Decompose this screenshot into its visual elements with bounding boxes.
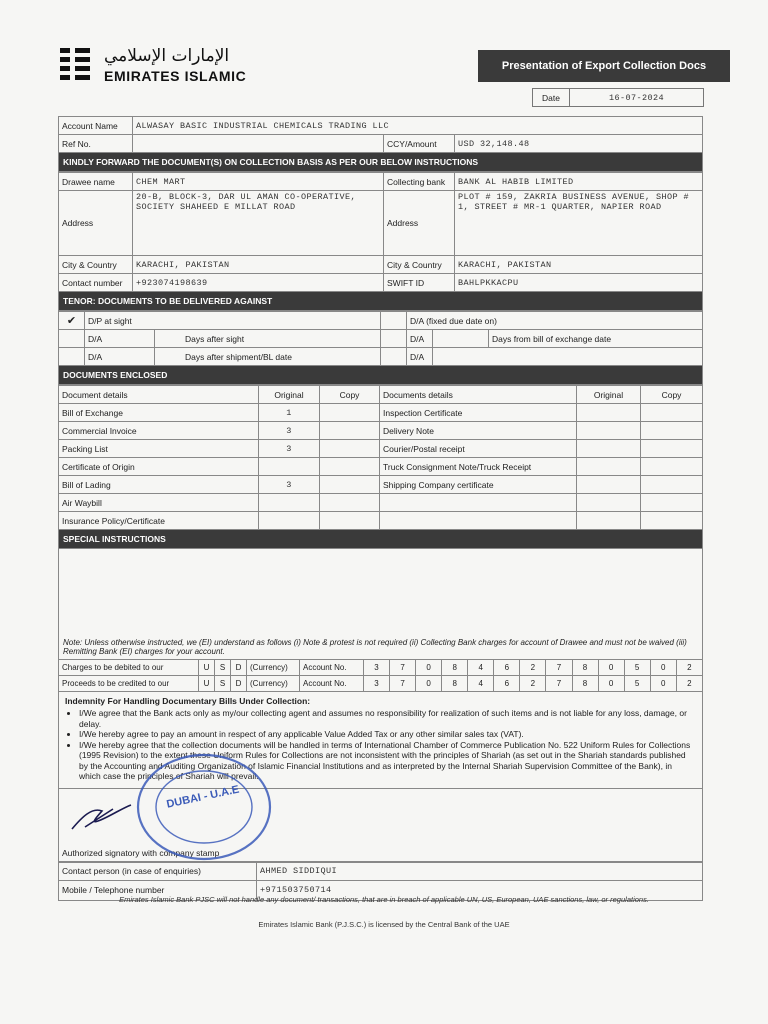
account-numbers-table — [58, 659, 703, 692]
contact-person-label: Contact person (in case of enquiries) — [59, 862, 257, 880]
sanctions-disclaimer: Emirates Islamic Bank PJSC will not handle any document/ transactions, that are in breach of applicable UN, US, European, UAE sanctions, law, or regulations. — [119, 895, 649, 904]
account-digit[interactable]: 7 — [390, 676, 416, 692]
doc-copy-field-right[interactable] — [641, 494, 703, 512]
special-instructions-field[interactable] — [59, 549, 703, 636]
date-label: Date — [533, 89, 570, 106]
dp-at-sight-label: D/P at sight — [85, 312, 381, 330]
days-from-bill-label: Days from bill of exchange date — [489, 330, 703, 348]
doc-copy-field[interactable] — [320, 440, 380, 458]
doc-original-field[interactable]: 3 — [259, 440, 320, 458]
doc-original-field-right[interactable] — [577, 512, 641, 530]
days-after-shipment-label: Days after shipment/BL date — [155, 348, 381, 366]
account-digit[interactable]: 3 — [364, 676, 390, 692]
tenor-table — [58, 311, 703, 385]
doc-name: Bill of Exchange — [59, 404, 259, 422]
account-digit[interactable]: 4 — [468, 676, 494, 692]
tenor-heading: TENOR: DOCUMENTS TO BE DELIVERED AGAINST — [59, 292, 703, 311]
documents-table — [58, 385, 703, 635]
drawee-name-field[interactable]: CHEM MART — [133, 173, 384, 191]
stamp-text: DUBAI - U.A.E — [165, 783, 241, 811]
da-label: D/A — [88, 351, 103, 362]
special-instructions-heading: SPECIAL INSTRUCTIONS — [59, 530, 703, 549]
handwritten-signature — [67, 797, 137, 837]
table-row — [59, 422, 703, 440]
account-no-label: Account No. — [300, 660, 364, 676]
account-digit[interactable]: 7 — [546, 660, 572, 676]
drawee-contact-field[interactable]: +923074198639 — [133, 274, 384, 292]
account-table — [58, 116, 703, 172]
collection-note: Note: Unless otherwise instructed, we (EI) understand as follows (i) Note & protest is not required (ii) Collecting Bank charges for account of Drawee and must not be waived (iii) Remitting Bank (EI) charges for your account. — [58, 635, 703, 659]
account-digit[interactable]: 5 — [624, 676, 650, 692]
bank-address-field[interactable]: PLOT # 159, ZAKRIA BUSINESS AVENUE, SHOP # 1, STREET # MR-1 QUARTER, NAPIER ROAD — [455, 191, 703, 256]
account-digit[interactable]: 6 — [494, 660, 520, 676]
doc-original-field[interactable]: 3 — [259, 422, 320, 440]
da-bill-days-field[interactable] — [433, 330, 489, 348]
da-bill-checkbox[interactable] — [381, 330, 407, 348]
account-digit[interactable]: 8 — [442, 660, 468, 676]
col-original: Original — [259, 386, 320, 404]
logo-english-text: EMIRATES ISLAMIC — [104, 68, 247, 84]
table-row — [59, 512, 703, 530]
doc-original-field[interactable] — [259, 494, 320, 512]
col-documents-details: Documents details — [380, 386, 577, 404]
currency-label: (Currency) — [247, 660, 300, 676]
doc-name-right: Delivery Note — [380, 422, 577, 440]
collecting-bank-label: Collecting bank — [384, 173, 455, 191]
indemnity-item: • I/We hereby agree that the collection documents will be handled in terms of International Chamber of Commerce Publication No. 522 Uniform Rules for Collections (1995 Revision) to the extent these Uniform Rules for Collections are not inconsistent with the principles of Shariah (as set out in the Shariah standards published by the Accounting and Auditing Organization of Islamic Financial Institutions and as interpreted by the Internal Shariah Supervision Committee of the Bank), in which case the principles of Shariah will prevail. — [79, 740, 696, 782]
doc-original-field[interactable]: 1 — [259, 404, 320, 422]
doc-name: Air Waybill — [59, 494, 259, 512]
col-document-details: Document details — [59, 386, 259, 404]
currency-char[interactable]: U — [199, 660, 215, 676]
mobile-number-label: Mobile / Telephone number — [59, 880, 257, 900]
drawee-address-field[interactable]: 20-B, BLOCK-3, DAR UL AMAN CO-OPERATIVE, SOCIETY SHAHEED E MILLAT ROAD — [133, 191, 384, 256]
proceeds-credit-row — [59, 676, 703, 692]
da-fixed-label: D/A (fixed due date on) — [407, 312, 703, 330]
contact-person-field[interactable]: AHMED SIDDIQUI — [257, 862, 703, 880]
doc-name: Packing List — [59, 440, 259, 458]
doc-original-field-right[interactable] — [577, 494, 641, 512]
account-digit[interactable]: 6 — [494, 676, 520, 692]
account-digit[interactable]: 4 — [468, 660, 494, 676]
form-title: Presentation of Export Collection Docs — [478, 50, 730, 82]
doc-name-right — [380, 512, 577, 530]
ccy-amount-label: CCY/Amount — [384, 135, 455, 153]
date-field[interactable]: 16-07-2024 — [608, 92, 664, 103]
ref-no-field[interactable] — [133, 135, 384, 153]
account-digit[interactable]: 0 — [650, 676, 676, 692]
doc-copy-field-right[interactable] — [641, 404, 703, 422]
da-extra-label: D/A — [407, 348, 433, 366]
doc-original-field[interactable]: 3 — [259, 476, 320, 494]
bank-city-field[interactable]: KARACHI, PAKISTAN — [455, 256, 703, 274]
collecting-bank-field[interactable]: BANK AL HABIB LIMITED — [455, 173, 703, 191]
doc-original-field-right[interactable] — [577, 422, 641, 440]
dp-at-sight-checkbox[interactable]: ✔ — [59, 312, 85, 330]
doc-copy-field[interactable] — [320, 422, 380, 440]
doc-copy-field[interactable] — [320, 404, 380, 422]
doc-copy-field-right[interactable] — [641, 458, 703, 476]
date-box — [532, 88, 704, 107]
da-sight-checkbox[interactable] — [59, 330, 85, 348]
drawee-bank-table — [58, 172, 703, 311]
account-digit[interactable]: 7 — [390, 660, 416, 676]
license-statement: Emirates Islamic Bank (P.J.S.C.) is licensed by the Central Bank of the UAE — [258, 920, 510, 929]
table-row — [59, 476, 703, 494]
account-digit[interactable]: 5 — [624, 660, 650, 676]
drawee-city-field[interactable]: KARACHI, PAKISTAN — [133, 256, 384, 274]
mobile-number-field[interactable]: +971503750714 — [257, 880, 703, 900]
account-digit[interactable]: 8 — [572, 676, 598, 692]
table-row — [59, 404, 703, 422]
doc-original-field-right[interactable] — [577, 440, 641, 458]
account-digit[interactable]: 8 — [572, 660, 598, 676]
bank-city-label: City & Country — [384, 256, 455, 274]
account-digit[interactable]: 0 — [416, 660, 442, 676]
account-name-field[interactable]: ALWASAY BASIC INDUSTRIAL CHEMICALS TRADING LLC — [133, 117, 703, 135]
account-digit[interactable]: 0 — [598, 676, 624, 692]
ccy-amount-field[interactable]: USD 32,148.48 — [455, 135, 703, 153]
doc-original-field-right[interactable] — [577, 476, 641, 494]
da-fixed-checkbox[interactable] — [381, 312, 407, 330]
doc-copy-field[interactable] — [320, 458, 380, 476]
da-extra-checkbox[interactable] — [381, 348, 407, 366]
indemnity-item: • I/We agree that the Bank acts only as my/our collecting agent and assumes no responsibility for realization of such items and is not liable for any loss, damage, or delay. — [79, 708, 696, 729]
doc-name-right: Truck Consignment Note/Truck Receipt — [380, 458, 577, 476]
currency-label: (Currency) — [247, 676, 300, 692]
doc-copy-field[interactable] — [320, 494, 380, 512]
doc-copy-field[interactable] — [320, 476, 380, 494]
da-sight-days-field[interactable] — [85, 330, 155, 348]
doc-copy-field-right[interactable] — [641, 512, 703, 530]
drawee-name-label: Drawee name — [59, 173, 133, 191]
account-name-label: Account Name — [59, 117, 133, 135]
da-label: D/A — [88, 333, 103, 344]
col-original-right: Original — [577, 386, 641, 404]
doc-name-right: Inspection Certificate — [380, 404, 577, 422]
da-extra-field[interactable] — [433, 348, 703, 366]
swift-id-field[interactable]: BAHLPKKACPU — [455, 274, 703, 292]
swift-id-label: SWIFT ID — [384, 274, 455, 292]
drawee-address-label: Address — [59, 191, 133, 256]
account-digit[interactable]: 0 — [598, 660, 624, 676]
doc-name: Certificate of Origin — [59, 458, 259, 476]
table-row — [59, 440, 703, 458]
account-no-label: Account No. — [300, 676, 364, 692]
currency-char[interactable]: S — [215, 660, 231, 676]
proceeds-credit-label: Proceeds to be credited to our — [59, 676, 199, 692]
doc-copy-field-right[interactable] — [641, 422, 703, 440]
account-digit[interactable]: 0 — [416, 676, 442, 692]
doc-original-field-right[interactable] — [577, 404, 641, 422]
currency-char[interactable]: D — [231, 660, 247, 676]
ref-no-label: Ref No. — [59, 135, 133, 153]
col-copy-right: Copy — [641, 386, 703, 404]
account-digit[interactable]: 2 — [520, 676, 546, 692]
currency-char[interactable]: S — [215, 676, 231, 692]
drawee-city-label: City & Country — [59, 256, 133, 274]
doc-original-field-right[interactable] — [577, 458, 641, 476]
table-row — [59, 494, 703, 512]
doc-copy-field[interactable] — [320, 512, 380, 530]
da-shipment-days-field[interactable] — [85, 348, 155, 366]
logo-arabic-text: الإمارات الإسلامي — [104, 46, 230, 66]
documents-heading: DOCUMENTS ENCLOSED — [59, 366, 703, 385]
doc-name: Insurance Policy/Certificate — [59, 512, 259, 530]
account-digit[interactable]: 3 — [364, 660, 390, 676]
da-shipment-checkbox[interactable] — [59, 348, 85, 366]
doc-name: Bill of Lading — [59, 476, 259, 494]
account-digit[interactable]: 2 — [676, 676, 702, 692]
bank-address-label: Address — [384, 191, 455, 256]
forward-heading: KINDLY FORWARD THE DOCUMENT(S) ON COLLECTION BASIS AS PER OUR BELOW INSTRUCTIONS — [59, 153, 703, 172]
doc-copy-field-right[interactable] — [641, 440, 703, 458]
doc-name-right — [380, 494, 577, 512]
doc-name-right: Shipping Company certificate — [380, 476, 577, 494]
account-digit[interactable]: 8 — [442, 676, 468, 692]
company-stamp — [134, 752, 274, 862]
indemnity-item: • I/We hereby agree to pay an amount in respect of any applicable Value Added Tax or any other similar sales tax (VAT). — [79, 729, 696, 740]
col-copy: Copy — [320, 386, 380, 404]
currency-char[interactable]: D — [231, 676, 247, 692]
doc-name: Commercial Invoice — [59, 422, 259, 440]
charges-debit-row — [59, 660, 703, 676]
doc-copy-field-right[interactable] — [641, 476, 703, 494]
charges-debit-label: Charges to be debited to our — [59, 660, 199, 676]
authorized-signatory-label: Authorized signatory with company stamp — [62, 847, 220, 858]
indemnity-heading: Indemnity For Handling Documentary Bills Under Collection: — [65, 696, 311, 706]
table-row — [59, 458, 703, 476]
days-after-sight-label: Days after sight — [155, 330, 381, 348]
currency-char[interactable]: U — [199, 676, 215, 692]
doc-name-right: Courier/Postal receipt — [380, 440, 577, 458]
drawee-contact-label: Contact number — [59, 274, 133, 292]
doc-original-field[interactable] — [259, 512, 320, 530]
doc-original-field[interactable] — [259, 458, 320, 476]
account-digit[interactable]: 2 — [520, 660, 546, 676]
account-digit[interactable]: 2 — [676, 660, 702, 676]
account-digit[interactable]: 7 — [546, 676, 572, 692]
da-bill-label: D/A — [407, 330, 433, 348]
account-digit[interactable]: 0 — [650, 660, 676, 676]
emirates-islamic-logo-mark — [60, 48, 90, 80]
